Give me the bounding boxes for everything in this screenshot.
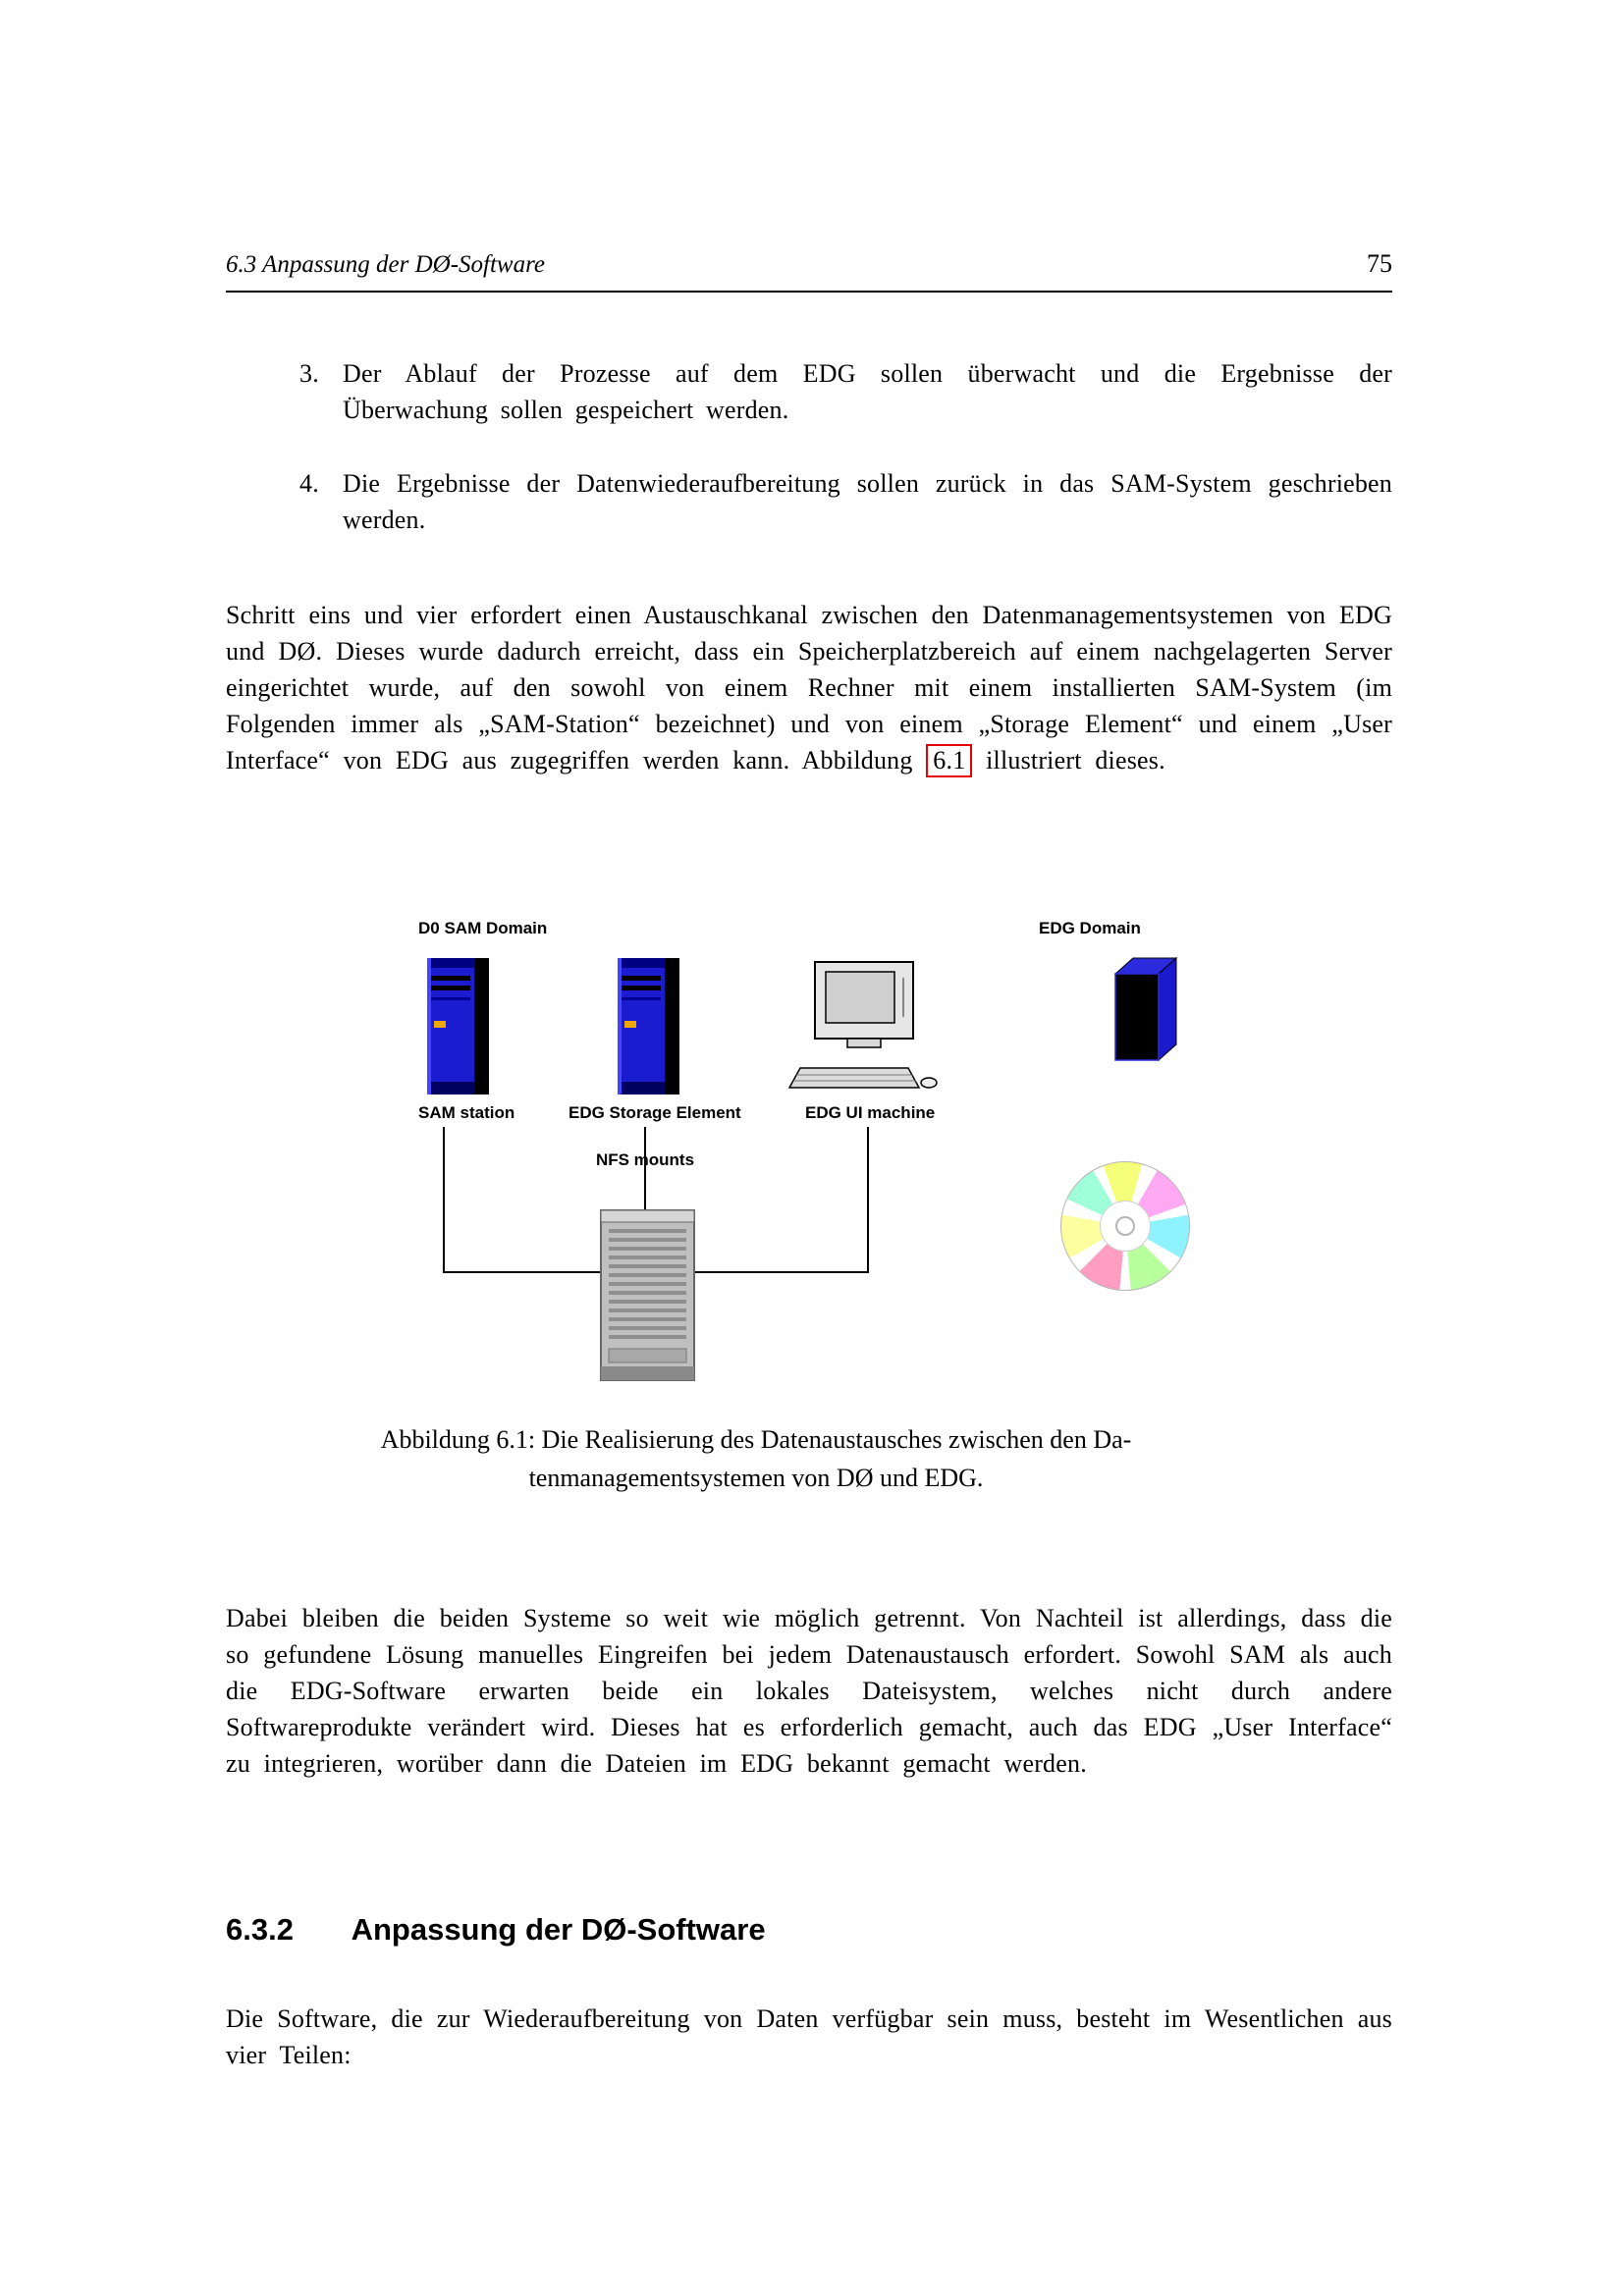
figure-reference-link[interactable]: 6.1 (926, 744, 972, 777)
paragraph-exchange-channel (226, 597, 1392, 778)
label-sam-station: SAM station (418, 1103, 515, 1122)
edg-ui-computer-icon (789, 962, 937, 1088)
figure-caption (226, 1420, 1286, 1497)
list-item-4 (299, 465, 1392, 538)
edg-domain-box-icon (1115, 958, 1176, 1060)
paragraph-systems-separated: Dabei bleiben die beiden Systeme so weit wie möglich getrennt. Von Nachteil ist allerdings, dass die so gefundene Lösung manuelles Eingreifen bei jedem Datenaustausch erfordert. Sowohl SAM als auch die EDG-Software erwarten beide ein lokales Dateisystem, welches nicht durch andere Softwareprodukte verändert wird. Dieses hat es erforderlich gemacht, auch das EDG „User Interface“ zu integrieren, worüber dann die Dateien im EDG bekannt gemacht werden. (226, 1604, 1392, 1778)
list-item-3-number: 3. (299, 359, 319, 388)
page-number: 75 (1367, 249, 1392, 278)
paragraph-text-before-link: Schritt eins und vier erfordert einen Austauschkanal zwischen den Datenmanagementsystemen von EDG und DØ. Dieses wurde dadurch erreicht, dass ein Speicherplatzbereich auf einem nachgelagerten Server eingerichtet wurde, auf den sowohl von einem Rechner mit einem installierten SAM-System (im Folgenden immer als „SAM-Station“ bezeichnet) und von einem „Storage Element“ und einem „User Interface“ von EDG aus zugegriffen werden kann. Abbildung (226, 601, 1392, 774)
label-edg-ui-machine: EDG UI machine (805, 1103, 936, 1122)
subsection-title: Anpassung der DØ-Software (351, 1912, 766, 1947)
paragraph-text-after-link: illustriert dieses. (986, 746, 1165, 774)
list-item-4-text: Die Ergebnisse der Datenwiederaufbereitung sollen zurück in das SAM-System geschrieben werden. (343, 469, 1392, 534)
edg-storage-tower-icon (618, 958, 679, 1095)
label-edg-storage-element: EDG Storage Element (568, 1103, 741, 1122)
running-head-section-title: 6.3 Anpassung der DØ-Software (226, 251, 545, 278)
sam-station-tower-icon (427, 958, 489, 1095)
paragraph-software-parts: Die Software, die zur Wiederaufbereitung von Daten verfügbar sein muss, besteht im Wesentlichen aus vier Teilen: (226, 2004, 1392, 2069)
subsection-number: 6.3.2 (226, 1912, 294, 1947)
list-item-3 (299, 355, 1392, 428)
figure-6-1-diagram (226, 913, 1394, 1433)
label-d0-sam-domain: D0 SAM Domain (418, 919, 548, 937)
figure-caption-line-1: Abbildung 6.1: Die Realisierung des Datenaustausches zwischen den Da- (380, 1425, 1132, 1454)
figure-caption-line-2: tenmanagementsystemen von DØ und EDG. (528, 1464, 984, 1492)
label-nfs-mounts: NFS mounts (595, 1150, 695, 1169)
diagram-canvas (226, 913, 1394, 1433)
cd-disc-icon (1060, 1161, 1190, 1291)
label-edg-domain: EDG Domain (1039, 919, 1141, 937)
subsection-heading (226, 1912, 766, 1948)
list-item-3-text: Der Ablauf der Prozesse auf dem EDG sollen überwacht und die Ergebnisse der Überwachung sollen gespeichert werden. (343, 359, 1392, 424)
cd-center-hole (1115, 1216, 1135, 1236)
nfs-server-icon (601, 1210, 694, 1380)
list-item-4-number: 4. (299, 469, 319, 498)
running-head (226, 249, 1392, 293)
